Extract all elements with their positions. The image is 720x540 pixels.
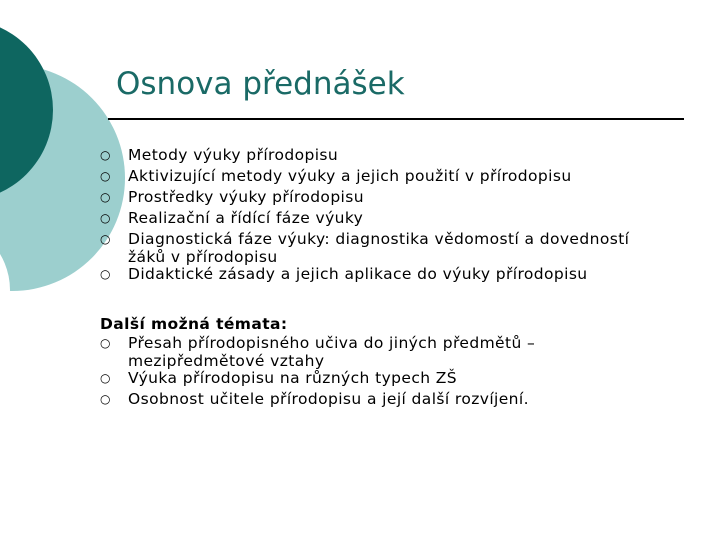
list-item [100, 368, 620, 389]
list-item-text: Výuka přírodopisu na různých typech ZŠ [128, 369, 458, 387]
list-item [100, 333, 620, 368]
bullet-circle-icon: ○ [100, 169, 111, 183]
list-item-text: Diagnostická fáze výuky: diagnostika vědomostí a dovedností [128, 230, 630, 248]
bullet-circle-icon: ○ [100, 392, 111, 406]
list-item [100, 166, 700, 187]
list-item [100, 264, 700, 285]
list-item-continuation: žáků v přírodopisu [128, 248, 278, 266]
list-item-text: Didaktické zásady a jejich aplikace do výuky přírodopisu [128, 265, 588, 283]
bullet-circle-icon: ○ [100, 190, 111, 204]
more-topics-list [100, 333, 620, 410]
title-underline [108, 118, 684, 120]
bullet-circle-icon: ○ [100, 232, 111, 246]
list-item-text: Metody výuky přírodopisu [128, 146, 339, 164]
list-item-text: Přesah přírodopisného učiva do jiných předmětů – [128, 334, 536, 352]
outline-list [100, 145, 700, 285]
list-item [100, 389, 620, 410]
bullet-circle-icon: ○ [100, 371, 111, 385]
list-item [100, 208, 700, 229]
list-item-text: Prostředky výuky přírodopisu [128, 188, 364, 206]
list-item-text: Osobnost učitele přírodopisu a její další rozvíjení. [128, 390, 529, 408]
list-item-text: Aktivizující metody výuky a jejich použití v přírodopisu [128, 167, 572, 185]
list-item-text: Realizační a řídící fáze výuky [128, 209, 364, 227]
slide-title: Osnova přednášek [116, 66, 405, 102]
more-topics-heading: Další možná témata: [100, 315, 288, 333]
list-item [100, 229, 700, 264]
bullet-circle-icon: ○ [100, 336, 111, 350]
bullet-circle-icon: ○ [100, 211, 111, 225]
bullet-circle-icon: ○ [100, 267, 111, 281]
list-item-continuation: mezipředmětové vztahy [128, 352, 325, 370]
bullet-circle-icon: ○ [100, 148, 111, 162]
list-item [100, 145, 700, 166]
list-item [100, 187, 700, 208]
